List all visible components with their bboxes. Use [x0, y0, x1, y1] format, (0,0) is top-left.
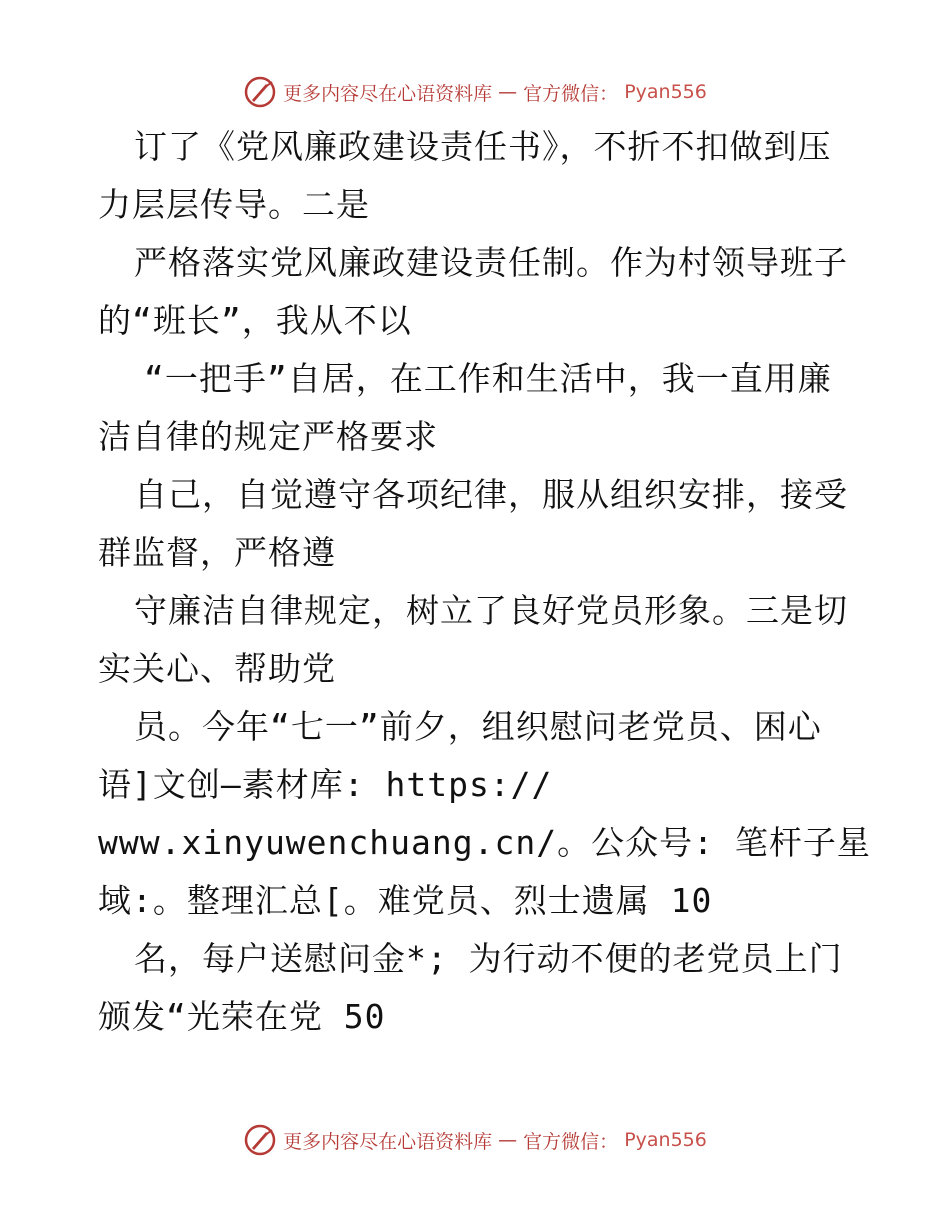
- body-line: 群监督，严格遵: [98, 533, 336, 572]
- document-body: [98, 118, 888, 1046]
- body-line: 语]文创—素材库: https://: [98, 765, 553, 804]
- body-line: 员。今年“七一”前夕，组织慰问老党员、困心: [134, 707, 822, 746]
- body-line: “一把手”自居，在工作和生活中，我一直用廉: [144, 359, 832, 398]
- body-line: 订了《党风廉政建设责任书》，不折不扣做到压: [134, 127, 832, 166]
- body-line: 名，每户送慰问金*; 为行动不便的老党员上门: [134, 939, 843, 978]
- watermark-wechat-id: Pyan556: [624, 81, 707, 103]
- watermark-wechat-id: Pyan556: [624, 1129, 707, 1151]
- body-line: www.xinyuwenchuang.cn/。公众号: 笔杆子星: [98, 823, 871, 862]
- body-line: 自己，自觉遵守各项纪律，服从组织安排，接受: [134, 475, 848, 514]
- watermark-separator: —: [498, 1129, 518, 1151]
- body-line: 的“班长”，我从不以: [98, 301, 412, 340]
- body-line: 力层层传导。二是: [98, 185, 370, 224]
- body-line: 域:。整理汇总[。难党员、烈士遗属 10: [98, 881, 713, 920]
- footer-watermark: [0, 1120, 950, 1160]
- quill-circle-icon: [243, 1123, 277, 1157]
- body-line: 守廉洁自律规定，树立了良好党员形象。三是切: [134, 591, 848, 630]
- body-line: 严格落实党风廉政建设责任制。作为村领导班子: [134, 243, 848, 282]
- watermark-wechat-label: 官方微信：: [523, 1130, 619, 1153]
- watermark-separator: —: [498, 81, 518, 103]
- quill-circle-icon: [243, 75, 277, 109]
- watermark-text: 更多内容尽在心语资料库: [283, 1130, 493, 1153]
- body-line: 洁自律的规定严格要求: [98, 417, 438, 456]
- watermark-text: 更多内容尽在心语资料库: [283, 82, 493, 105]
- watermark-wechat-label: 官方微信：: [523, 82, 619, 105]
- body-line: 颁发“光荣在党 50: [98, 997, 386, 1036]
- body-line: 实关心、帮助党: [98, 649, 336, 688]
- header-watermark: [0, 72, 950, 112]
